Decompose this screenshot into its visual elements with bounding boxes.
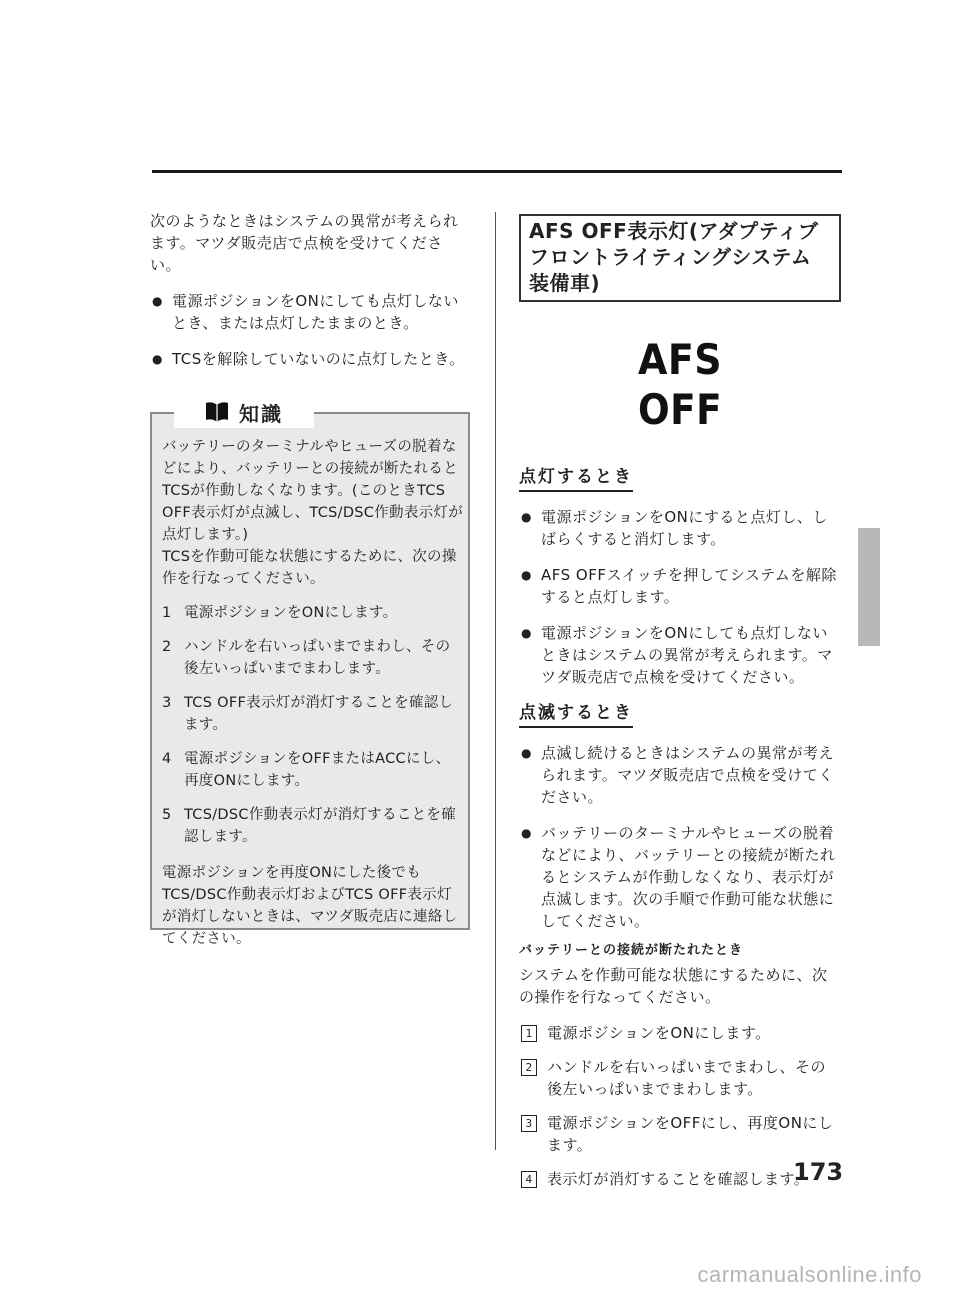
list-item [162,636,464,680]
note-paragraph: 電源ポジションを再度ONにした後でもTCS/DSC作動表示灯およびTCS OFF表示灯が消灯しないときは、マツダ販売店に連絡してください。 [162,865,458,947]
step-text: ハンドルを右いっぱいまでまわし、その後左いっぱいまでまわします。 [184,639,451,677]
heading-lighting: 点灯するとき [519,466,633,492]
list-item [519,1112,841,1156]
step-number-box: 3 [521,1115,537,1132]
icon-label-top: AFS [638,335,722,384]
right-column [519,214,844,1202]
step-number: 5 [162,807,172,823]
step-text: 電源ポジションをOFFにし、再度ONにします。 [547,1114,834,1154]
list-item [162,748,464,792]
step-text: TCS OFF表示灯が消灯することを確認します。 [184,695,454,733]
afs-off-indicator-icon [620,330,740,430]
step-text: 表示灯が消灯することを確認します。 [547,1170,810,1188]
step-text: TCS/DSC作動表示灯が消灯することを確認します。 [184,807,457,845]
lighting-bullet-list [519,506,841,688]
icon-label-bottom: OFF [638,385,722,430]
step-number: 1 [162,605,172,621]
step-number: 3 [162,695,172,711]
note-header [174,396,314,428]
step-number-box: 2 [521,1059,537,1076]
left-column [150,210,472,384]
instruction-paragraph: システムを作動可能な状態にするために、次の操作を行なってください。 [519,966,828,1006]
blinking-bullet-list [519,742,841,932]
left-bullet-list [150,290,472,370]
step-number-box: 1 [521,1025,537,1042]
step-number-box: 4 [521,1171,537,1188]
list-item: ● 点滅し続けるときはシステムの異常が考えられます。マツダ販売店で点検を受けてください。 [519,742,841,808]
section-title: AFS OFF表示灯(アダプティブフロントライティングシステム装備車) [519,214,841,302]
step-number: 2 [162,639,172,655]
list-item: ● 電源ポジションをONにしても点灯しないときはシステムの異常が考えられます。マツダ販売店で点検を受けてください。 [519,622,841,688]
heading-blinking: 点滅するとき [519,702,633,728]
list-item: ● 電源ポジションをONにしても点灯しないとき、または点灯したままのとき。 [150,290,472,334]
list-item: ● AFS OFFスイッチを押してシステムを解除すると点灯します。 [519,564,841,608]
open-book-icon [205,401,229,423]
step-text: ハンドルを右いっぱいまでまわし、その後左いっぱいまでまわします。 [547,1058,827,1098]
note-paragraph: バッテリーのターミナルやヒューズの脱着などにより、バッテリーとの接続が断たれるとTCSが作動しなくなります。(このときTCS OFF表示灯が点滅し、TCS/DSC作動表示灯が点灯します。) [162,439,464,543]
note-paragraph: TCSを作動可能な状態にするために、次の操作を行なってください。 [162,549,457,587]
top-rule [152,170,842,173]
note-body [162,436,464,962]
list-item [162,602,464,624]
column-divider [495,212,496,1150]
subheading: バッテリーとの接続が断たれたとき [519,943,744,958]
note-title: 知識 [239,401,283,426]
step-text: 電源ポジションをONにします。 [547,1024,771,1042]
list-item: ● バッテリーのターミナルやヒューズの脱着などにより、バッテリーとの接続が断たれるとシステムが作動しなくなり、表示灯が点滅します。次の手順で作動可能な状態にしてください。 [519,822,841,932]
step-text: 電源ポジションをOFFまたはACCにし、再度ONにします。 [184,751,451,789]
list-item [519,1022,841,1044]
step-number: 4 [162,751,172,767]
list-item [519,1056,841,1100]
list-item [162,804,464,848]
chapter-side-tab [858,528,880,646]
page-number: 173 [793,1158,844,1186]
note-steps [162,602,464,848]
list-item: ● TCSを解除していないのに点灯したとき。 [150,348,472,370]
list-item: ● 電源ポジションをONにすると点灯し、しばらくすると消灯します。 [519,506,841,550]
intro-paragraph: 次のようなときはシステムの異常が考えられます。マツダ販売店で点検を受けてください。 [150,212,459,274]
watermark: carmanualsonline.info [697,1262,922,1287]
step-text: 電源ポジションをONにします。 [184,605,398,621]
list-item [162,692,464,736]
